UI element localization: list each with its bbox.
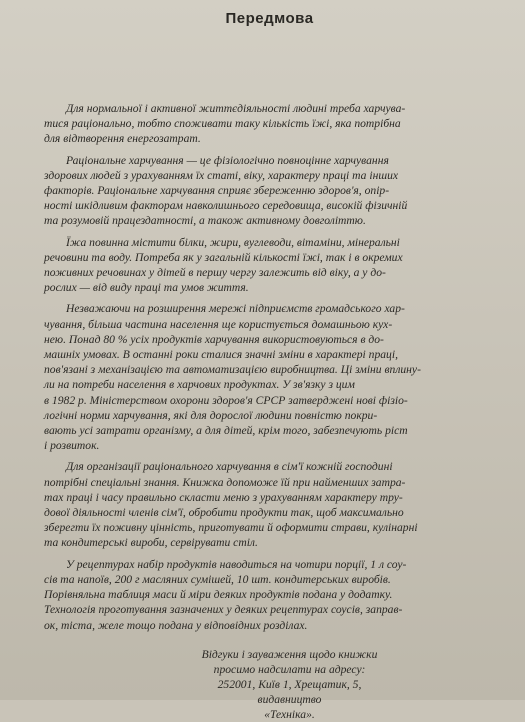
paragraph-5: Для організації раціонального харчування в сім'ї кожній господині потрібні спеціальні знання. Книжка допоможе їй при найменших затра- тах праці і часу правильно скласти меню з урахуванням характеру тру- дової діяльності членів сім'ї, обробити продукти так, щоб максимально зберегти їх поживну цінність, приготувати й оформити страви, кулінарні та кондитерські вироби, сервірувати стіл. <box>44 460 418 550</box>
publisher-address: Відгуки і зауваження щодо книжки просимо надсилати на адресу: 252001, Київ 1, Хрещатик, 5, видавництво «Техніка». <box>201 647 378 721</box>
paragraph-1: Для нормальної і активної життєдіяльності людині треба харчува- тися раціонально, тобто споживати таку кількість їжі, яка потрібна для відтворення енергозатрат. <box>44 102 406 146</box>
paragraph-6: У рецептурах набір продуктів наводиться на чотири порції, 1 л соу- сів та напоїв, 200 г масляних сумішей, 10 шт. кондитерських виробів. Порівняльна таблиця маси й міри деяких продуктів подана у додатку. Технологія проготування зазначених у деяких рецептурах соусів, заправ- ок, тіста, желе тощо подана у відповідних розділах. <box>44 557 407 632</box>
paragraph-4: Незважаючи на розширення мережі підприємств громадського хар- чування, більша частина населення ще користується домашньою кух- нею. Понад 80 % усіх продуктів харчування використовуються в до- машніх умовах. В останні роки сталися значні зміни в характері праці, пов'язані з механізацією та автоматизацією виробництва. Ці зміни вплину- ли на потреби населення в харчових продуктах. У зв'язку з цим в 1982 р. Міністерством охорони здоров'я СРСР затверджені нові фізіо- логічні норми харчування, які для дорослої людини повністю покри- вають усі затрати організму, а для дітей, крім того, забезпечують ріст і розвиток. <box>44 302 421 453</box>
paragraph-3: Їжа повинна містити білки, жири, вуглеводи, вітаміни, мінеральні речовини та воду. Потреба як у загальній кількості їжі, так і в окремих поживних речовинах у дітей в першу чергу залежить від віку, а у до- рослих — від виду праці та умов життя. <box>44 235 403 295</box>
page-title: Передмова <box>225 10 314 27</box>
paragraph-2: Раціональне харчування — це фізіологічно повноцінне харчування здорових людей з урахуванням їх статі, віку, характеру праці та інших факторів. Раціональне харчування сприяє збереженню здоров'я, опір- ності шкідливим факторам навколишнього середовища, високій фізичній та розумовій працездатності, а також активному довголіттю. <box>44 153 408 228</box>
